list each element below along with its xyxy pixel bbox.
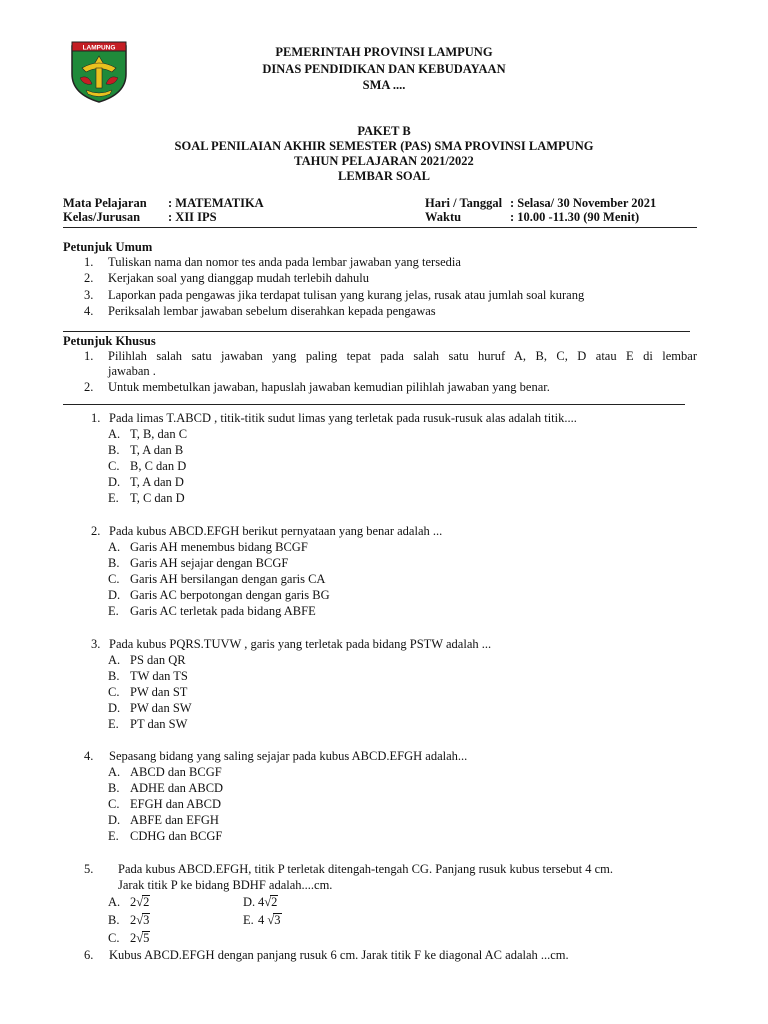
option-value-sqrt: 4√2	[258, 895, 278, 909]
question-text-line2: Jarak titik P ke bidang BDHF adalah....cm.	[118, 878, 333, 892]
coefficient: 2	[130, 895, 137, 909]
option-letter: A.	[108, 427, 121, 441]
question-text: Pada limas T.ABCD , titik-titik sudut limas yang terletak pada rusuk-rusuk alas adalah titik....	[109, 411, 577, 425]
option-text: T, B, dan C	[130, 427, 188, 441]
option-letter: B.	[108, 443, 120, 457]
question-number: 6.	[84, 948, 94, 962]
option-letter: C.	[108, 931, 120, 945]
title-exam: SOAL PENILAIAN AKHIR SEMESTER (PAS) SMA PROVINSI LAMPUNG	[174, 139, 594, 153]
option-text: PS dan QR	[130, 653, 186, 667]
coefficient: 4	[258, 895, 265, 909]
radicand: 5	[143, 931, 150, 945]
option-letter: C.	[108, 685, 120, 699]
question-text: Kubus ABCD.EFGH dengan panjang rusuk 6 cm. Jarak titik F ke diagonal AC adalah ...cm.	[109, 948, 569, 962]
question-text: Sepasang bidang yang saling sejajar pada kubus ABCD.EFGH adalah...	[109, 749, 468, 763]
option-value-sqrt: 4 √3	[258, 913, 281, 927]
radicand: 2	[271, 895, 278, 909]
option-letter: A.	[108, 540, 121, 554]
option-letter: E.	[108, 829, 119, 843]
time-label: Waktu	[425, 210, 462, 224]
question-number: 3.	[91, 637, 101, 651]
option-letter: A.	[108, 765, 121, 779]
list-item-number: 4.	[84, 304, 94, 318]
class-label: Kelas/Jurusan	[63, 210, 141, 224]
specific-instructions-heading: Petunjuk Khusus	[63, 334, 156, 348]
general-instructions-heading: Petunjuk Umum	[63, 240, 153, 254]
option-letter: B.	[108, 781, 120, 795]
option-text: CDHG dan BCGF	[130, 829, 223, 843]
coefficient: 2	[130, 913, 137, 927]
option-letter: D.	[108, 701, 121, 715]
option-text: PW dan ST	[130, 685, 188, 699]
option-letter: C.	[108, 572, 120, 586]
option-text: TW dan TS	[130, 669, 188, 683]
list-item-number: 1.	[84, 255, 94, 269]
coefficient: 4	[258, 913, 268, 927]
radicand: 3	[143, 913, 150, 927]
title-sheet: LEMBAR SOAL	[337, 169, 431, 183]
option-letter: C.	[108, 459, 120, 473]
list-item: Kerjakan soal yang dianggap mudah terlebih dahulu	[108, 271, 370, 285]
option-letter: E.	[108, 604, 119, 618]
list-item: Laporkan pada pengawas jika terdapat tulisan yang kurang jelas, rusak atau jumlah soal kurang	[108, 288, 585, 302]
list-item-number: 3.	[84, 288, 94, 302]
option-text: PT dan SW	[130, 717, 188, 731]
list-item: Tuliskan nama dan nomor tes anda pada lembar jawaban yang tersedia	[108, 255, 461, 269]
question-text-line1: Pada kubus ABCD.EFGH, titik P terletak ditengah-tengah CG. Panjang rusuk kubus tersebut 4 cm.	[118, 862, 613, 876]
list-item-number: 2.	[84, 380, 94, 394]
option-letter: B.	[108, 913, 120, 927]
question-text: Pada kubus ABCD.EFGH berikut pernyataan yang benar adalah ...	[109, 524, 443, 538]
specific-item-1-line2: jawaban .	[108, 364, 156, 378]
option-letter: E.	[108, 717, 119, 731]
option-letter: E.	[243, 913, 254, 927]
option-text: PW dan SW	[130, 701, 192, 715]
specific-item-2: Untuk membetulkan jawaban, hapuslah jawaban kemudian pilihlah jawaban yang benar.	[108, 380, 550, 394]
header-department: DINAS PENDIDIKAN DAN KEBUDAYAAN	[262, 62, 506, 76]
option-text: T, A dan D	[130, 475, 184, 489]
coefficient: 2	[130, 931, 137, 945]
option-text: ADHE dan ABCD	[130, 781, 224, 795]
info-divider	[63, 227, 697, 228]
option-text: Garis AC terletak pada bidang ABFE	[130, 604, 316, 618]
list-item-number: 2.	[84, 271, 94, 285]
date-value: : Selasa/ 30 November 2021	[510, 196, 657, 210]
title-year: TAHUN PELAJARAN 2021/2022	[294, 154, 474, 168]
option-letter: D.	[108, 588, 121, 602]
option-value-sqrt: 2√3	[130, 913, 150, 927]
option-text: T, A dan B	[130, 443, 184, 457]
option-letter: B.	[108, 556, 120, 570]
question-number: 5.	[84, 862, 94, 876]
radicand: 3	[274, 913, 281, 927]
option-letter: D.	[108, 813, 121, 827]
logo-banner-text: LAMPUNG	[82, 44, 116, 52]
option-text: ABCD dan BCGF	[130, 765, 222, 779]
option-letter: C.	[108, 797, 120, 811]
subject-label: Mata Pelajaran	[63, 196, 147, 210]
radicand: 2	[143, 895, 150, 909]
question-text: Pada kubus PQRS.TUVW , garis yang terletak pada bidang PSTW adalah ...	[109, 637, 492, 651]
option-letter: A.	[108, 653, 121, 667]
header-government: PEMERINTAH PROVINSI LAMPUNG	[275, 45, 493, 59]
date-label: Hari / Tanggal	[425, 196, 503, 210]
option-value-sqrt: 2√2	[130, 895, 150, 909]
title-package: PAKET B	[357, 124, 411, 138]
question-number: 4.	[84, 749, 94, 763]
subject-value: : MATEMATIKA	[168, 196, 264, 210]
option-value-sqrt: 2√5	[130, 931, 150, 945]
list-item: Periksalah lembar jawaban sebelum diserahkan kepada pengawas	[108, 304, 436, 318]
option-text: Garis AH menembus bidang BCGF	[130, 540, 308, 554]
specific-item-1-line1: Pilihlah salah satu jawaban yang paling tepat pada salah satu huruf A, B, C, D atau E di lembar	[108, 349, 697, 363]
question-number: 2.	[91, 524, 101, 538]
option-text: Garis AH sejajar dengan BCGF	[130, 556, 289, 570]
question-number: 1.	[91, 411, 101, 425]
option-letter: E.	[108, 491, 119, 505]
header-school: SMA ....	[362, 78, 406, 92]
class-value: : XII IPS	[168, 210, 217, 224]
option-text: Garis AC berpotongan dengan garis BG	[130, 588, 330, 602]
time-value: : 10.00 -11.30 (90 Menit)	[510, 210, 640, 224]
option-text: Garis AH bersilangan dengan garis CA	[130, 572, 326, 586]
specific-divider	[63, 404, 685, 405]
option-text: EFGH dan ABCD	[130, 797, 221, 811]
option-letter: A.	[108, 895, 121, 909]
option-text: T, C dan D	[130, 491, 185, 505]
option-text: ABFE dan EFGH	[130, 813, 219, 827]
option-text: B, C dan D	[130, 459, 187, 473]
list-item-number: 1.	[84, 349, 94, 363]
option-letter: D.	[108, 475, 121, 489]
option-letter: B.	[108, 669, 120, 683]
option-letter: D.	[243, 895, 256, 909]
general-divider	[63, 331, 690, 332]
